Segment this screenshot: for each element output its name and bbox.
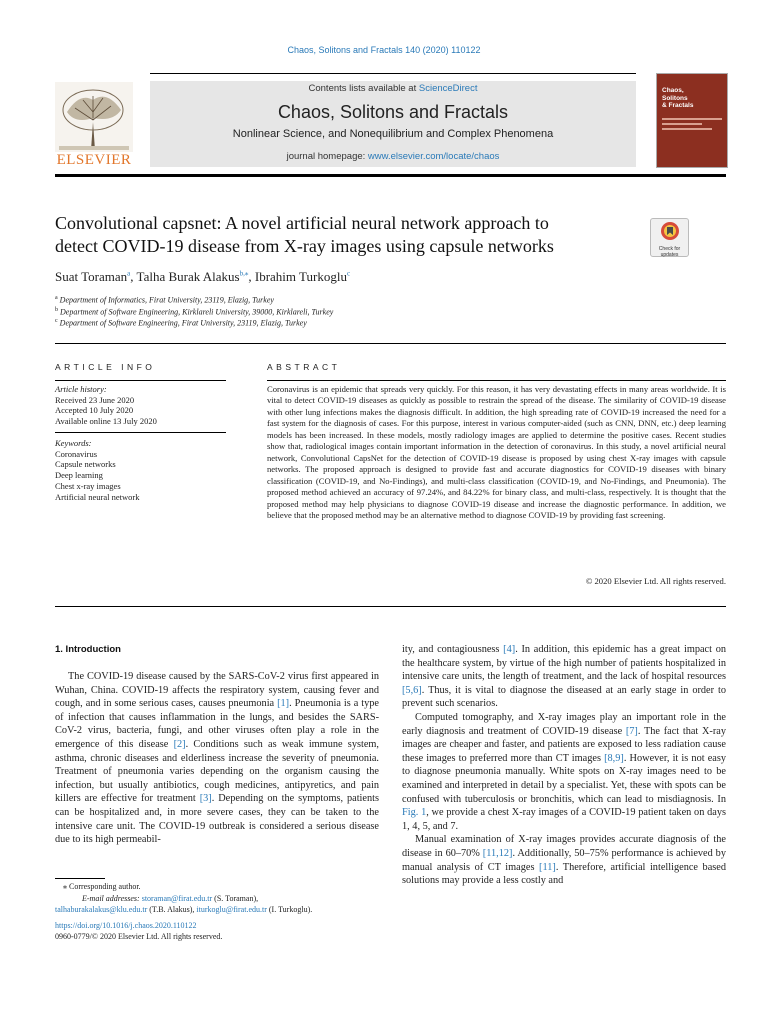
journal-subtitle: Nonlinear Science, and Nonequilibrium and Complex Phenomena (232, 128, 554, 140)
author-affiliation-mark[interactable]: a (127, 269, 131, 278)
affiliation-mark: b (55, 307, 58, 313)
paragraph-text: Manual examination of X-ray images provides accurate diagnosis of the disease in 60–70% (402, 834, 726, 859)
affiliation-text: Department of Software Engineering, Firat University, 23119, Elazig, Turkey (59, 318, 307, 328)
homepage-prefix: journal homepage: (286, 151, 368, 162)
article-info-heading: ARTICLE INFO (55, 362, 156, 372)
cover-title-line: Chaos, (662, 87, 684, 94)
citation-link[interactable]: [1] (277, 698, 290, 710)
paragraph (402, 711, 726, 833)
paragraph-text: . Therefore, artificial intelligence based solutions may provide a less costly and (402, 861, 726, 887)
abstract-heading: ABSTRACT (267, 362, 341, 372)
journal-homepage (150, 151, 636, 162)
paragraph-text: . Thus, it is vital to diagnose the diseased at an early stage in order to prevent such scenarios. (402, 684, 726, 710)
abstract-copyright: © 2020 Elsevier Ltd. All rights reserved. (585, 576, 726, 586)
keywords (55, 438, 235, 502)
email-owner: (I. Turkoglu). (266, 905, 313, 914)
contents-line (150, 83, 636, 94)
affiliation (55, 295, 274, 305)
paragraph (402, 643, 726, 711)
citation-link[interactable]: [11,12] (482, 847, 513, 859)
abstract-bottom-rule (55, 606, 726, 607)
citation-link[interactable]: [7] (625, 725, 638, 737)
article-title (55, 212, 635, 258)
paragraph-text: , we provide a chest X-ray images of a COVID-19 patient taken on days 1, 4, 5, and 7. (402, 807, 726, 832)
paragraph (55, 670, 379, 847)
cover-title (657, 74, 727, 110)
paragraph-text: . Pneumonia is a type of infection that causes inflammation in the lungs, and besides the SARS-CoV-2 virus, bacteria, fungi, and other viruses often play a role in the emergence of this disease (55, 698, 379, 750)
keyword: Deep learning (55, 470, 103, 481)
body-column-left (55, 670, 379, 847)
history-item: Received 23 June 2020 (55, 394, 135, 405)
paragraph-text: . Additionally, 50–75% performance is achieved by manual analysis of CT images (402, 847, 726, 873)
keywords-rule (55, 432, 226, 433)
email-link[interactable]: iturkoglu@firat.edu.tr (196, 905, 267, 914)
citation-link[interactable]: Fig. 1 (402, 807, 427, 819)
author-affiliation-mark[interactable]: b,⁎ (239, 269, 249, 278)
paragraph-text: . Conditions such as weak immune system, asthma, chronic diseases and elderliness increase the severity of pneumonia. Treatment of pneumonia varies depending on the organism causing the infection, but usually antibiotics, cough medicines, antipyretics, and pain killers are effective for treatment (55, 738, 379, 805)
email-owner: (S. Toraman), (212, 893, 259, 903)
journal-title: Chaos, Solitons and Fractals (277, 102, 509, 122)
citation-link[interactable]: [8,9] (604, 752, 624, 764)
affiliation-text: Department of Software Engineering, Kirklareli University, 39000, Kirklareli, Turkey (60, 307, 334, 317)
author-separator: , (130, 269, 137, 284)
header-thick-rule (55, 174, 726, 177)
badge-line: Check for (658, 246, 681, 252)
affiliation-mark: c (55, 318, 58, 324)
author-name[interactable]: Talha Burak Alakus (136, 269, 240, 284)
paragraph-text: . In addition, this epidemic has a great impact on the healthcare system, by virtue of the high number of patients hospitalized in intensive care units, the length of treatment, and the lack of hospital resources (402, 644, 726, 683)
abstract-rule (267, 380, 726, 381)
history-label: Article history: (55, 384, 107, 394)
citation-link[interactable]: [2] (173, 738, 186, 750)
keyword: Coronavirus (55, 448, 98, 459)
keyword: Chest x-ray images (55, 480, 121, 491)
history-item: Available online 13 July 2020 (55, 416, 157, 427)
badge-line: updates (660, 251, 679, 258)
section-heading: 1. Introduction (55, 644, 121, 655)
paragraph-text: . Depending on the symptoms, patients can be hospitalized and, in more severe cases, they can be taken to the intensive care unit. The COVID-19 outbreak is considered a serious disease due to its high permeabil- (55, 793, 379, 846)
email-line (55, 893, 385, 905)
author-separator: , (248, 269, 255, 284)
citation-link[interactable]: [5,6] (402, 684, 422, 696)
author-name[interactable]: Ibrahim Turkoglu (254, 269, 347, 284)
paragraph-text: ity, and contagiousness (402, 644, 504, 655)
journal-cover-thumbnail[interactable] (656, 73, 728, 168)
badge-text (651, 247, 688, 258)
cover-decoration (662, 118, 722, 120)
sciencedirect-link[interactable]: ScienceDirect (418, 83, 478, 94)
article-history (55, 384, 235, 427)
elsevier-logo[interactable] (55, 82, 133, 170)
abstract-text: Coronavirus is an epidemic that spreads very quickly. For this reason, it has very devastating effects in many areas worldwide. It is vital to detect COVID-19 diseases as quickly as possible to restrain the spread of the disease. The similarity of COVID-19 disease with other lung infections makes the diagnosis difficult. In addition, the high spreading rate of COVID-19 increased the need for a fast system for the diagnosis of cases. For this purpose, interest in various computer-aided (such as CNN, DNN, etc.) deep learning models has been increased. In these models, mostly radiology images are applied to determine the positive cases. Recent studies show that, radiological images contain important information in the detection of coronavirus. In this study, a novel artificial neural network, Convolutional CapsNet for the detection of COVID-19 disease is proposed by using chest X-ray images with capsule networks. The proposed approach is designed to provide fast and accurate diagnostics for COVID-19 diseases with binary classification (COVID-19, and No-Findings), and multi-class classification (COVID-19, and No-Findings, and Pneumonia). The proposed method achieved an accuracy of 97.24%, and 84.22% for binary class, and multi-class, respectively. It is thought that the proposed method may help physicians to diagnose COVID-19 disease and increase the diagnostic performance. In addition, we believe that the proposed method may be an alternative method to diagnose COVID-19 by providing fast screening. (267, 384, 726, 520)
email-line (55, 904, 385, 916)
header-rule (150, 73, 636, 74)
email-link[interactable]: storaman@firat.edu.tr (141, 893, 213, 903)
cover-decoration (662, 123, 702, 125)
author-affiliation-mark[interactable]: c (346, 269, 351, 278)
title-line: detect COVID-19 disease from X-ray images using capsule networks (55, 236, 554, 256)
title-line: Convolutional capsnet: A novel artificial neural network approach to (55, 213, 549, 233)
paragraph-text: The COVID-19 disease caused by the SARS-CoV-2 virus first appeared in Wuhan, China. COVID-19 affects the respiratory system, causing fever and cough, and in some serious cases, causes pneumonia (55, 671, 379, 710)
email-link[interactable]: talhaburakalakus@klu.edu.tr (55, 905, 148, 914)
check-for-updates-badge[interactable] (650, 218, 689, 257)
email-label: E-mail addresses: (82, 893, 140, 903)
footnotes (55, 881, 385, 943)
citation-link[interactable]: [4] (503, 644, 516, 655)
article-info-rule (55, 380, 226, 381)
paragraph-text: . The fact that X-ray images are cheaper and faster, and patients are exposed to less radiation cause these images to preferred more than CT images (402, 725, 727, 764)
affiliation (55, 307, 333, 317)
doi-link[interactable]: https://doi.org/10.1016/j.chaos.2020.110122 (55, 920, 197, 930)
affiliation-mark: a (55, 295, 58, 301)
affiliation-text: Department of Informatics, Firat University, 23119, Elazig, Turkey (59, 295, 274, 305)
author-name[interactable]: Suat Toraman (55, 269, 128, 284)
email-owner: (T.B. Alakus), (147, 905, 197, 914)
citation-link[interactable]: [11] (539, 861, 556, 873)
journal-reference[interactable]: Chaos, Solitons and Fractals 140 (2020) 110122 (287, 45, 481, 55)
footnote-rule (55, 878, 105, 879)
paragraph (402, 833, 726, 887)
keyword: Capsule networks (55, 459, 116, 470)
paragraph-text: . However, it is not easy to diagnose pneumonia manually. White spots on X-ray images need to be examined and interpreted in detail by a specialist. Yet, these with spots can be confused with tuberculosis or bronchitis, which can lead to misdiagnosis. In (402, 752, 726, 805)
bookmark-check-icon (660, 221, 680, 241)
cover-title-line: & Fractals (662, 102, 694, 109)
author-list (55, 269, 350, 285)
body-column-right (402, 643, 726, 888)
citation-link[interactable]: [3] (199, 793, 212, 805)
corresponding-author-note: ⁎ Corresponding author. (63, 882, 141, 891)
contents-prefix: Contents lists available at (308, 83, 419, 94)
cover-decoration (662, 128, 712, 130)
cover-title-line: Solitons (662, 94, 688, 102)
publisher-name: ELSEVIER (56, 152, 132, 168)
section-rule (55, 343, 726, 344)
journal-masthead (150, 81, 636, 167)
paragraph-text: Computed tomography, and X-ray images play an important role in the early diagnosis and treatment of COVID-19 disease (402, 711, 726, 737)
homepage-link[interactable]: www.elsevier.com/locate/chaos (367, 151, 500, 162)
keyword: Artificial neural network (55, 491, 140, 502)
issn-line: 0960-0779/© 2020 Elsevier Ltd. All rights reserved. (55, 932, 223, 941)
affiliation (55, 318, 307, 328)
history-item: Accepted 10 July 2020 (55, 405, 134, 416)
keywords-label: Keywords: (55, 438, 92, 448)
